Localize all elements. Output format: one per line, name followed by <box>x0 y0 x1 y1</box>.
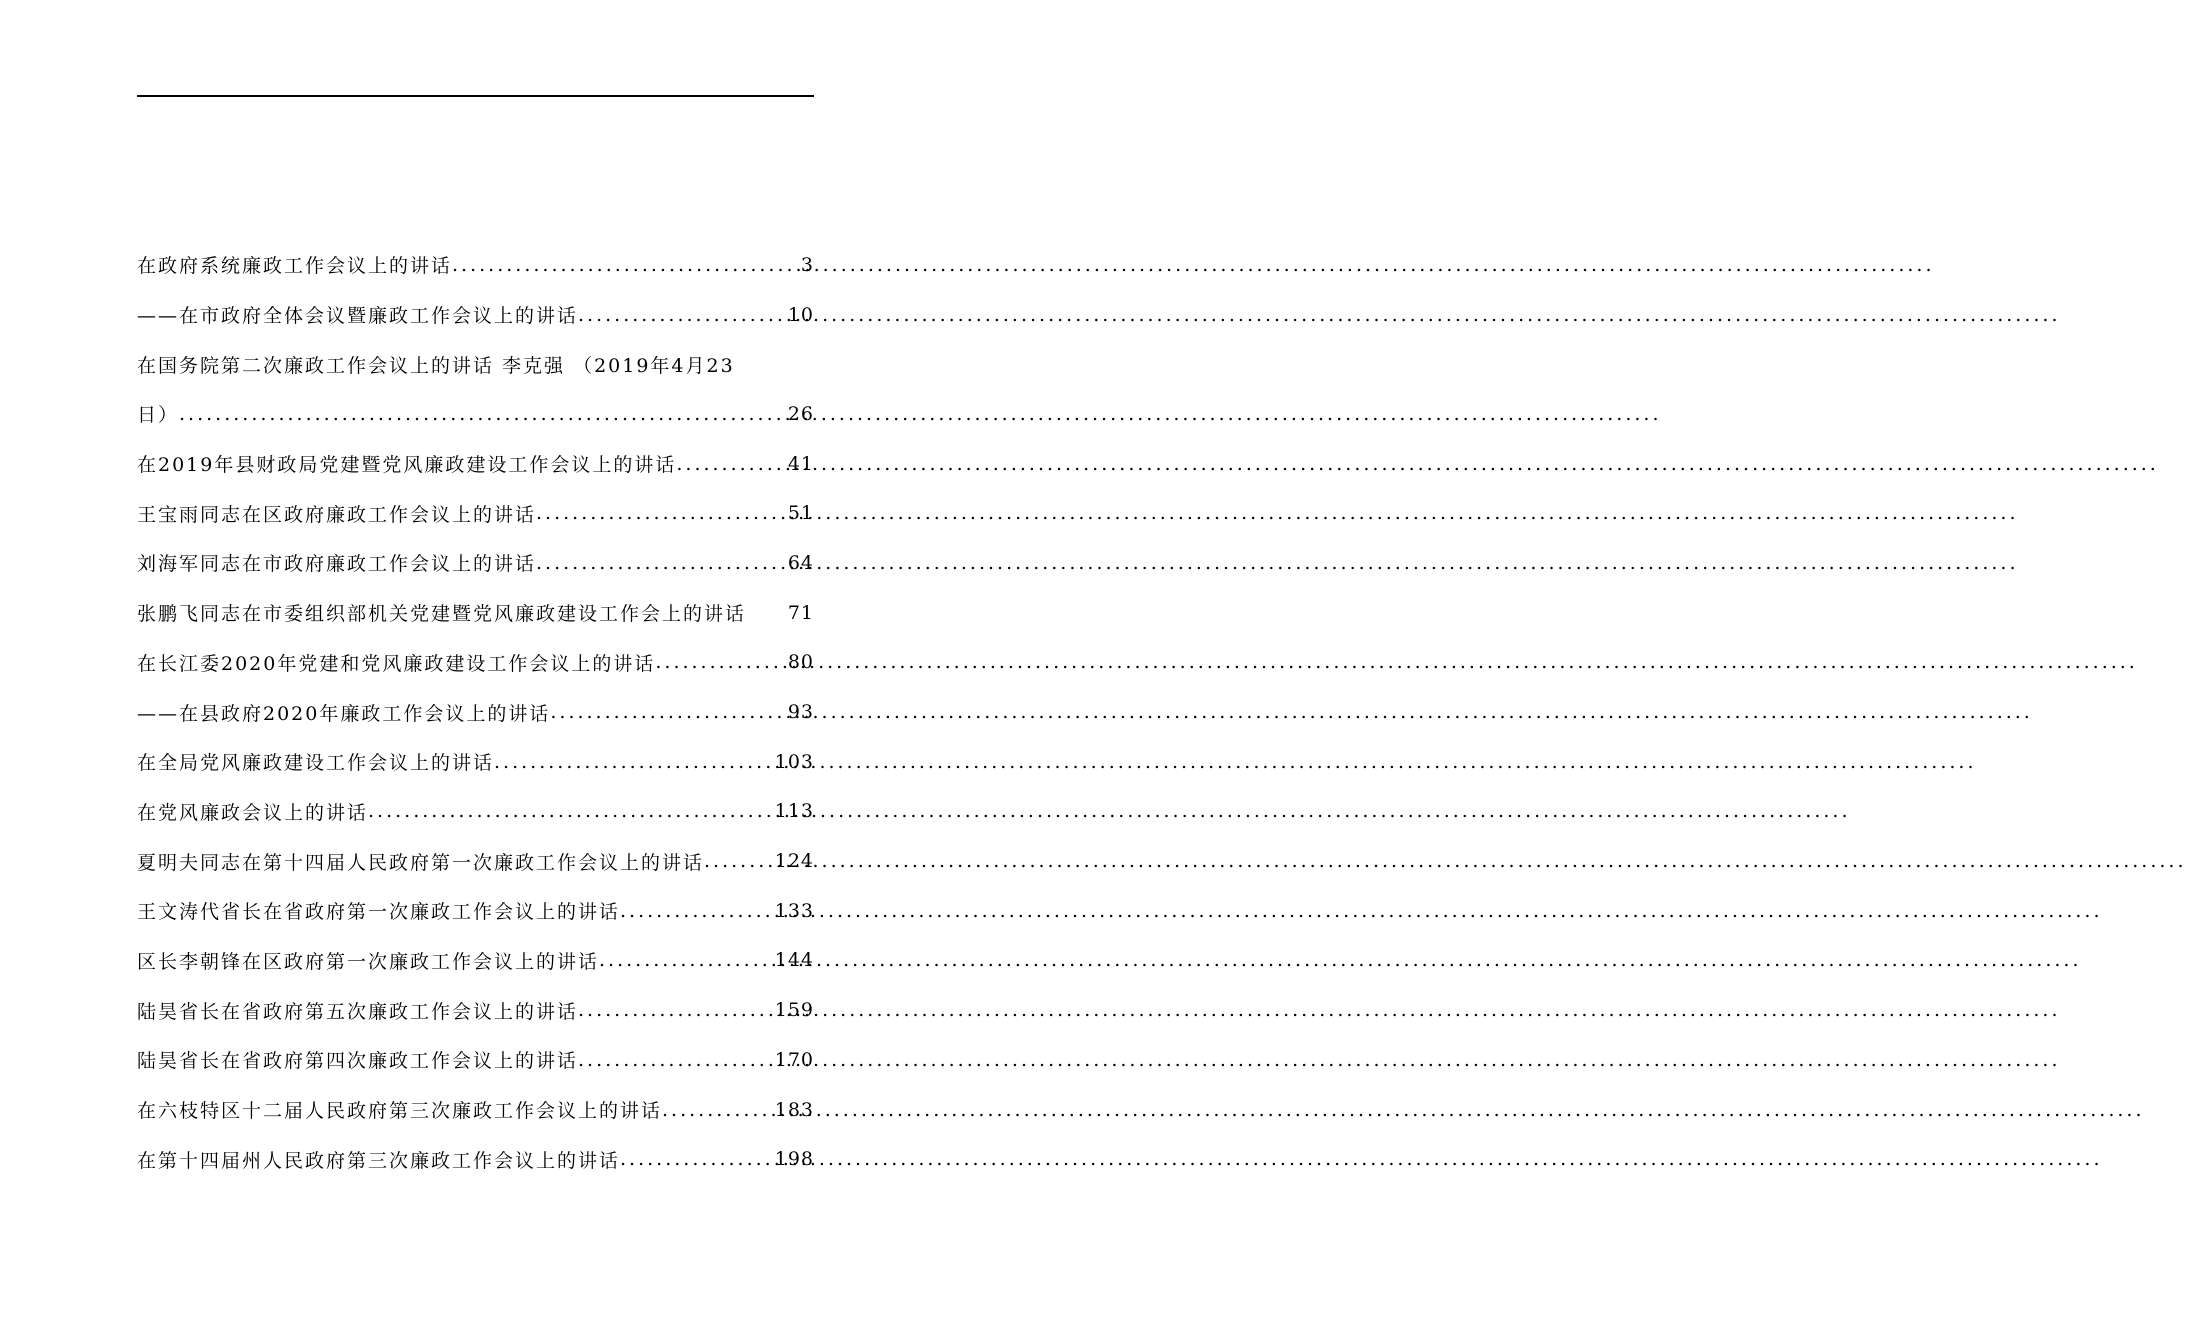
toc-entry-title: 王宝雨同志在区政府廉政工作会议上的讲话 <box>137 503 537 526</box>
toc-entry-page: 71 <box>787 601 814 624</box>
toc-entry[interactable] <box>137 389 814 439</box>
toc-entry-page: 10 <box>787 303 814 326</box>
toc-entry-page: 170 <box>774 1048 814 1071</box>
toc-entry[interactable] <box>137 687 814 737</box>
toc-leader-dots <box>662 1099 773 1121</box>
toc-entry-title: 在第十四届州人民政府第三次廉政工作会议上的讲话 <box>137 1149 621 1172</box>
table-of-contents <box>137 240 814 1184</box>
toc-entry-title: 在长江委2020年党建和党风廉政建设工作会议上的讲话 <box>137 652 656 675</box>
toc-entry-page: 80 <box>787 651 814 674</box>
toc-entry-page: 183 <box>774 1098 814 1121</box>
toc-entry[interactable] <box>137 538 814 588</box>
toc-entry[interactable] <box>137 488 814 538</box>
toc-entry[interactable] <box>137 1134 814 1184</box>
toc-entry-title: ——在县政府2020年廉政工作会议上的讲话 <box>137 702 551 725</box>
toc-entry-page: 159 <box>774 999 814 1022</box>
toc-entry-title: ——在市政府全体会议暨廉政工作会议上的讲话 <box>137 305 579 328</box>
toc-entry[interactable] <box>137 787 814 837</box>
toc-leader-dots <box>494 751 773 773</box>
toc-entry[interactable] <box>137 985 814 1035</box>
toc-entry-page: 41 <box>787 452 814 475</box>
toc-entry[interactable] <box>137 638 814 688</box>
toc-entry-title: 夏明夫同志在第十四届人民政府第一次廉政工作会议上的讲话 <box>137 851 705 874</box>
toc-entry[interactable] <box>137 936 814 986</box>
toc-entry-page: 113 <box>774 800 814 823</box>
toc-entry[interactable] <box>137 1085 814 1135</box>
toc-leader-dots <box>676 453 785 475</box>
toc-entry-page: 3 <box>800 253 814 276</box>
toc-entry-page: 51 <box>787 502 814 525</box>
toc-entry-title: 在政府系统廉政工作会议上的讲话 <box>137 255 453 278</box>
toc-entry[interactable] <box>137 836 814 886</box>
toc-entry-page: 133 <box>774 899 814 922</box>
toc-entry-page: 93 <box>787 701 814 724</box>
toc-entry-title: 在全局党风廉政建设工作会议上的讲话 <box>137 752 495 775</box>
toc-entry-title: 王文涛代省长在省政府第一次廉政工作会议上的讲话 <box>137 901 621 924</box>
toc-entry[interactable] <box>137 737 814 787</box>
toc-entry[interactable] <box>137 290 814 340</box>
toc-entry-page: 103 <box>774 750 814 773</box>
toc-entry-title: 刘海军同志在市政府廉政工作会议上的讲话 <box>137 553 537 576</box>
toc-entry[interactable] <box>137 240 814 290</box>
toc-entry-title: 在六枝特区十二届人民政府第三次廉政工作会议上的讲话 <box>137 1100 663 1123</box>
toc-leader-dots <box>536 552 786 574</box>
toc-entry[interactable] <box>137 339 814 389</box>
header-rule <box>137 95 814 97</box>
toc-entry-title: 陆昊省长在省政府第四次廉政工作会议上的讲话 <box>137 1050 579 1073</box>
toc-entry[interactable] <box>137 886 814 936</box>
toc-entry[interactable] <box>137 439 814 489</box>
toc-leader-dots <box>578 304 786 326</box>
toc-leader-dots <box>620 900 773 922</box>
toc-leader-dots <box>578 1049 773 1071</box>
toc-leader-dots <box>704 850 773 872</box>
toc-leader-dots <box>578 999 773 1021</box>
toc-entry-title: 区长李朝锋在区政府第一次廉政工作会议上的讲话 <box>137 950 600 973</box>
toc-leader-dots <box>179 403 786 425</box>
toc-entry-page: 26 <box>787 402 814 425</box>
toc-leader-dots <box>368 800 773 822</box>
toc-entry-page: 144 <box>774 949 814 972</box>
toc-leader-dots <box>599 949 773 971</box>
toc-leader-dots <box>536 502 786 524</box>
toc-entry-title: 在党风廉政会议上的讲话 <box>137 801 369 824</box>
toc-leader-dots <box>620 1148 773 1170</box>
toc-leader-dots <box>550 701 785 723</box>
toc-entry-title: 在国务院第二次廉政工作会议上的讲话 李克强 （2019年4月23 <box>137 354 735 377</box>
toc-entry[interactable] <box>137 588 814 638</box>
toc-leader-dots <box>655 651 785 673</box>
toc-entry-title: 日） <box>137 404 180 427</box>
toc-entry-title: 陆昊省长在省政府第五次廉政工作会议上的讲话 <box>137 1000 579 1023</box>
toc-entry-page: 124 <box>774 850 814 873</box>
toc-entry[interactable] <box>137 1035 814 1085</box>
toc-entry-title: 在2019年县财政局党建暨党风廉政建设工作会议上的讲话 <box>137 454 677 477</box>
toc-entry-page: 64 <box>787 551 814 574</box>
toc-entry-title: 张鹏飞同志在市委组织部机关党建暨党风廉政建设工作会上的讲话 <box>137 603 747 626</box>
toc-leader-dots <box>452 254 799 276</box>
toc-entry-page: 198 <box>774 1148 814 1171</box>
